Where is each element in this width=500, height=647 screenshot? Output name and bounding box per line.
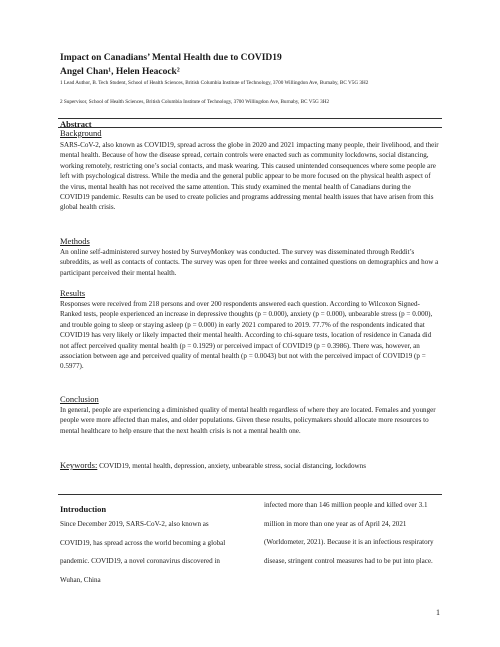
page-number: 1 <box>436 608 440 617</box>
introduction-heading: Introduction <box>60 504 107 514</box>
keywords-label: Keywords: <box>60 460 98 470</box>
abstract-heading-rule <box>58 127 442 128</box>
affiliation-2: 2 Supervisor, School of Health Sciences, British Columbia Institute of Technology, 3700 Willingdon Ave, Burnaby, BC V5G 3H2 <box>60 99 330 105</box>
introduction-left-column: Since December 2019, SARS-CoV-2, also known as COVID19, has spread across the world becoming a global pandemic. COVID19, a novel coronavirus discovered in Wuhan, China <box>60 520 226 584</box>
section-divider <box>58 494 442 495</box>
paper-title: Impact on Canadians’ Mental Health due to COVID19 <box>60 53 282 63</box>
methods-heading: Methods <box>60 236 90 246</box>
results-heading: Results <box>60 288 86 298</box>
conclusion-heading: Conclusion <box>60 394 99 404</box>
abstract-top-rule <box>58 118 442 119</box>
results-paragraph: Responses were received from 218 persons and over 200 respondents answered each question. According to Wilcoxon Signed-Ranked tests, people experienced an increase in depressive thoughts (p = 0.000), anxiety (p = 0.000), unbearable stress (p = 0.000), and trouble going to sleep or staying asleep (p = 0.000) in early 2021 compared to 2019. 77.7% of the respondents indicated that COVID19 has very likely or likely impacted their mental health. According to chi-square tests, location of residence in Canada did not affect perceived quality mental health (p = 0.1929) or perceived impact of COVID19 (p = 0.3986). There was, however, an association between age and perceived quality of mental health (p = 0.0043) but not with the perceived impact of COVID19 (p = 0.5977). <box>60 300 433 371</box>
background-paragraph: SARS-CoV-2, also known as COVID19, spread across the globe in 2020 and 2021 impacting many people, their livelihood, and their mental health. Because of how the disease spread, certain controls were enacted such as community lockdowns, social distancing, working remotely, restricting one’s social contacts, and mask wearing. This caused unintended consequences where some people are left with psychological distress. While the media and the general public appear to be more focused on the physical health aspect of the virus, mental health has not received the same attention. This study examined the mental health of Canadians during the COVID19 pandemic. Results can be used to create policies and programs addressing mental health issues that have arisen from this global health crisis. <box>60 141 439 212</box>
methods-paragraph: An online self-administered survey hosted by SurveyMonkey was conducted. The survey was disseminated through Reddit’s subreddits, as well as contacts of contacts. The survey was open for three weeks and contained questions on demographics and how a participant perceived their mental health. <box>60 248 439 277</box>
author-list: Angel Chan¹, Helen Heacock² <box>60 67 180 77</box>
abstract-heading: Abstract <box>60 119 92 129</box>
background-heading: Background <box>60 128 102 138</box>
introduction-right-column: infected more than 146 million people and killed over 3.1 million in more than one year as of April 24, 2021 (Worldometer, 2021). Because it is an infectious respiratory disease, stringent control measures had to be put into place. <box>264 501 434 565</box>
conclusion-paragraph: In general, people are experiencing a diminished quality of mental health regardless of where they are located. Females and younger people were more affected than males, and older populations. Given these results, policymakers should allocate more resources to mental healthcare to help ensure that the next health crisis is not a mental health one. <box>60 406 436 435</box>
keywords-line <box>60 460 441 471</box>
keywords-text: COVID19, mental health, depression, anxiety, unbearable stress, social distancing, lockdowns <box>97 462 366 470</box>
affiliation-1: 1 Lead Author, B. Tech Student, School of Health Sciences, British Columbia Institute of Technology, 3700 Willingdon Ave, Burnaby, BC V5G 3H2 <box>60 80 369 86</box>
